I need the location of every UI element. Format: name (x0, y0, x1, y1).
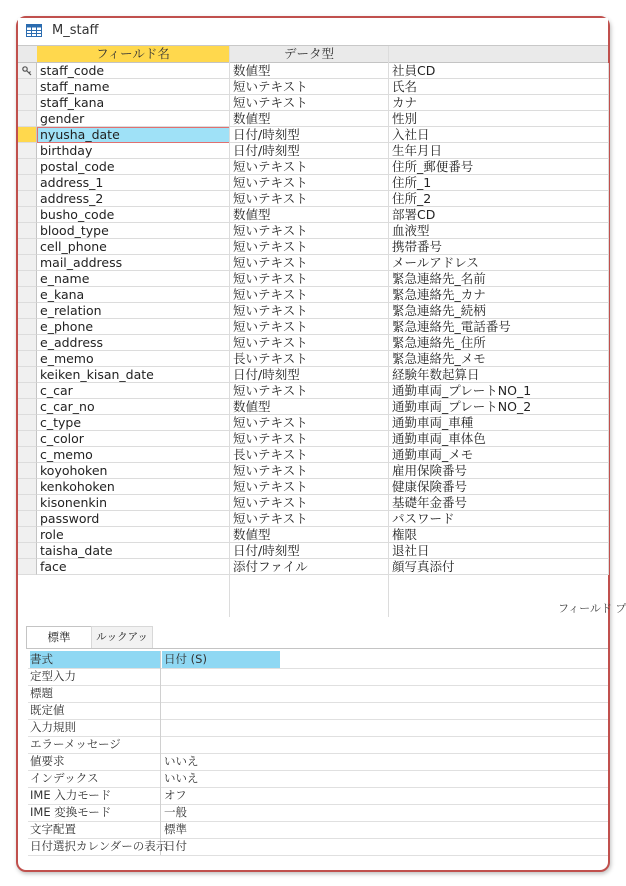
description-cell[interactable]: 携帯番号 (389, 239, 609, 255)
description-cell[interactable]: 住所_1 (389, 175, 609, 191)
field-row[interactable] (18, 319, 608, 335)
field-name-cell[interactable]: birthday (37, 143, 230, 159)
data-type-cell[interactable]: 数値型 (230, 207, 389, 223)
field-name-cell[interactable]: nyusha_date (37, 127, 230, 143)
field-row[interactable] (18, 527, 608, 543)
row-selector[interactable] (18, 63, 37, 79)
property-label: 日付選択カレンダーの表示 (30, 839, 168, 853)
column-divider (229, 46, 230, 617)
field-name-cell[interactable]: e_name (37, 271, 230, 287)
field-row[interactable] (18, 383, 608, 399)
row-selector[interactable] (18, 335, 37, 351)
description-cell[interactable]: 雇用保険番号 (389, 463, 609, 479)
field-row[interactable] (18, 399, 608, 415)
row-selector[interactable] (18, 399, 37, 415)
property-row[interactable] (28, 787, 608, 805)
property-row[interactable] (28, 702, 608, 720)
field-row[interactable] (18, 239, 608, 255)
data-type-cell[interactable]: 日付/時刻型 (230, 127, 389, 143)
data-type-cell[interactable]: 短いテキスト (230, 303, 389, 319)
data-type-cell[interactable]: 短いテキスト (230, 511, 389, 527)
row-selector[interactable] (18, 479, 37, 495)
row-selector[interactable] (18, 319, 37, 335)
data-type-cell[interactable]: 短いテキスト (230, 79, 389, 95)
property-row[interactable] (28, 770, 608, 788)
data-type-cell[interactable]: 数値型 (230, 111, 389, 127)
field-name-cell[interactable]: mail_address (37, 255, 230, 271)
description-cell[interactable]: 緊急連絡先_カナ (389, 287, 609, 303)
title-bar (18, 18, 608, 45)
field-row[interactable] (18, 479, 608, 495)
field-name-cell[interactable]: e_address (37, 335, 230, 351)
field-name-cell[interactable]: kenkohoken (37, 479, 230, 495)
field-name-cell[interactable]: blood_type (37, 223, 230, 239)
data-type-cell[interactable]: 日付/時刻型 (230, 543, 389, 559)
data-type-cell[interactable]: 短いテキスト (230, 479, 389, 495)
field-name-cell[interactable]: gender (37, 111, 230, 127)
property-label: エラーメッセージ (30, 736, 161, 753)
field-row[interactable] (18, 79, 608, 95)
description-cell[interactable]: 緊急連絡先_住所 (389, 335, 609, 351)
field-name-cell[interactable]: koyohoken (37, 463, 230, 479)
row-selector[interactable] (18, 255, 37, 271)
description-cell[interactable]: 通勤車両_メモ (389, 447, 609, 463)
data-type-cell[interactable]: 数値型 (230, 527, 389, 543)
field-row[interactable] (18, 415, 608, 431)
description-cell[interactable]: 通勤車両_プレートNO_2 (389, 399, 609, 415)
field-name-cell[interactable]: busho_code (37, 207, 230, 223)
field-row[interactable] (18, 175, 608, 191)
field-row[interactable] (18, 367, 608, 383)
description-cell[interactable]: 緊急連絡先_メモ (389, 351, 609, 367)
row-selector[interactable] (18, 127, 37, 143)
description-cell[interactable]: 部署CD (389, 207, 609, 223)
description-cell[interactable]: 経験年数起算日 (389, 367, 609, 383)
field-properties-label: フィールド プ (558, 602, 626, 615)
field-grid (18, 46, 608, 617)
field-row[interactable] (18, 559, 608, 575)
property-row[interactable] (28, 651, 608, 669)
property-row[interactable] (28, 668, 608, 686)
row-selector[interactable] (18, 143, 37, 159)
field-row[interactable] (18, 351, 608, 367)
field-name-cell[interactable]: e_relation (37, 303, 230, 319)
data-type-cell[interactable]: 短いテキスト (230, 239, 389, 255)
row-selector[interactable] (18, 303, 37, 319)
description-cell[interactable]: 権限 (389, 527, 609, 543)
field-name-cell[interactable]: password (37, 511, 230, 527)
tab-general[interactable]: 標準 (26, 626, 92, 648)
header-description[interactable] (389, 46, 608, 63)
field-row[interactable] (18, 271, 608, 287)
property-value[interactable]: いいえ (164, 771, 199, 785)
description-cell[interactable]: 社員CD (389, 63, 609, 79)
field-name-cell[interactable]: e_memo (37, 351, 230, 367)
window-title: M_staff (52, 23, 99, 38)
data-type-cell[interactable]: 短いテキスト (230, 175, 389, 191)
tab-lookup[interactable]: ルックアッ (91, 626, 153, 648)
property-label: 入力規則 (30, 719, 161, 736)
data-type-cell[interactable]: 短いテキスト (230, 383, 389, 399)
field-row[interactable] (18, 335, 608, 351)
field-row[interactable] (18, 255, 608, 271)
property-row[interactable] (28, 804, 608, 822)
row-selector[interactable] (18, 383, 37, 399)
description-cell[interactable]: メールアドレス (389, 255, 609, 271)
row-selector[interactable] (18, 415, 37, 431)
description-cell[interactable]: 退社日 (389, 543, 609, 559)
description-cell[interactable]: パスワード (389, 511, 609, 527)
row-selector[interactable] (18, 527, 37, 543)
field-row[interactable] (18, 127, 608, 143)
field-name-cell[interactable]: e_phone (37, 319, 230, 335)
primary-key-icon (22, 66, 32, 76)
description-cell[interactable]: 氏名 (389, 79, 609, 95)
property-row[interactable] (28, 753, 608, 771)
description-cell[interactable]: 健康保険番号 (389, 479, 609, 495)
row-selector[interactable] (18, 95, 37, 111)
field-name-cell[interactable]: e_kana (37, 287, 230, 303)
row-selector[interactable] (18, 463, 37, 479)
property-value[interactable]: オフ (164, 788, 187, 802)
row-selector[interactable] (18, 287, 37, 303)
row-selector[interactable] (18, 191, 37, 207)
data-type-cell[interactable]: 長いテキスト (230, 447, 389, 463)
table-icon (26, 24, 42, 37)
data-type-cell[interactable]: 日付/時刻型 (230, 143, 389, 159)
property-value[interactable]: 日付 (164, 839, 187, 853)
field-name-cell[interactable]: taisha_date (37, 543, 230, 559)
field-name-cell[interactable]: cell_phone (37, 239, 230, 255)
table-design-window (16, 16, 626, 872)
property-label: 標題 (30, 685, 161, 702)
column-divider (388, 46, 389, 617)
field-name-cell[interactable]: staff_kana (37, 95, 230, 111)
data-type-cell[interactable]: 短いテキスト (230, 463, 389, 479)
data-type-cell[interactable]: 短いテキスト (230, 223, 389, 239)
description-cell[interactable]: 通勤車両_プレートNO_1 (389, 383, 609, 399)
field-name-cell[interactable]: postal_code (37, 159, 230, 175)
data-type-cell[interactable]: 短いテキスト (230, 255, 389, 271)
field-row[interactable] (18, 495, 608, 511)
description-cell[interactable]: 基礎年金番号 (389, 495, 609, 511)
field-row[interactable] (18, 191, 608, 207)
row-selector[interactable] (18, 79, 37, 95)
description-cell[interactable]: 通勤車両_車種 (389, 415, 609, 431)
field-name-cell[interactable]: keiken_kisan_date (37, 367, 230, 383)
field-row[interactable] (18, 431, 608, 447)
description-cell[interactable]: 通勤車両_車体色 (389, 431, 609, 447)
field-name-cell[interactable]: staff_code (37, 63, 230, 79)
property-label: IME 入力モード (30, 787, 161, 804)
data-type-cell[interactable]: 短いテキスト (230, 335, 389, 351)
field-name-cell[interactable]: role (37, 527, 230, 543)
property-row[interactable] (28, 685, 608, 703)
description-cell[interactable]: 緊急連絡先_名前 (389, 271, 609, 287)
data-type-cell[interactable]: 短いテキスト (230, 431, 389, 447)
description-cell[interactable]: カナ (389, 95, 609, 111)
data-type-cell[interactable]: 短いテキスト (230, 495, 389, 511)
data-type-cell[interactable]: 短いテキスト (230, 271, 389, 287)
data-type-cell[interactable]: 数値型 (230, 399, 389, 415)
field-name-cell[interactable]: c_car (37, 383, 230, 399)
row-selector[interactable] (18, 271, 37, 287)
field-row[interactable] (18, 63, 608, 79)
row-selector[interactable] (18, 431, 37, 447)
row-selector[interactable] (18, 367, 37, 383)
field-name-cell[interactable]: address_1 (37, 175, 230, 191)
description-cell[interactable]: 緊急連絡先_続柄 (389, 303, 609, 319)
row-selector[interactable] (18, 559, 37, 575)
row-selector[interactable] (18, 543, 37, 559)
field-row[interactable] (18, 223, 608, 239)
field-row[interactable] (18, 303, 608, 319)
header-field-name[interactable]: フィールド名 (37, 46, 229, 63)
description-cell[interactable]: 入社日 (389, 127, 609, 143)
description-cell[interactable]: 顔写真添付 (389, 559, 609, 575)
property-row[interactable] (28, 821, 608, 839)
property-value[interactable]: いいえ (164, 754, 199, 768)
row-selector[interactable] (18, 207, 37, 223)
row-selector[interactable] (18, 223, 37, 239)
header-data-type[interactable]: データ型 (230, 46, 388, 63)
data-type-cell[interactable]: 短いテキスト (230, 319, 389, 335)
data-type-cell[interactable]: 数値型 (230, 63, 389, 79)
field-row[interactable] (18, 143, 608, 159)
data-type-cell[interactable]: 短いテキスト (230, 287, 389, 303)
row-selector[interactable] (18, 447, 37, 463)
data-type-cell[interactable]: 短いテキスト (230, 95, 389, 111)
property-label: インデックス (30, 770, 161, 787)
row-selector[interactable] (18, 175, 37, 191)
description-cell[interactable]: 血液型 (389, 223, 609, 239)
field-row[interactable] (18, 543, 608, 559)
data-type-cell[interactable]: 短いテキスト (230, 191, 389, 207)
property-value[interactable]: 標準 (164, 822, 187, 836)
row-selector[interactable] (18, 239, 37, 255)
row-selector[interactable] (18, 495, 37, 511)
description-cell[interactable]: 緊急連絡先_電話番号 (389, 319, 609, 335)
property-row[interactable] (28, 736, 608, 754)
property-label: 文字配置 (30, 821, 161, 838)
field-row[interactable] (18, 511, 608, 527)
property-value[interactable]: 日付 (S) (162, 651, 280, 668)
property-label: 値要求 (30, 753, 161, 770)
data-type-cell[interactable]: 長いテキスト (230, 351, 389, 367)
data-type-cell[interactable]: 短いテキスト (230, 159, 389, 175)
row-selector-header (18, 46, 37, 63)
description-cell[interactable]: 住所_2 (389, 191, 609, 207)
description-cell[interactable]: 住所_郵便番号 (389, 159, 609, 175)
field-row[interactable] (18, 207, 608, 223)
field-name-cell[interactable]: kisonenkin (37, 495, 230, 511)
field-row[interactable] (18, 447, 608, 463)
field-name-cell[interactable]: face (37, 559, 230, 575)
field-row[interactable] (18, 463, 608, 479)
row-selector[interactable] (18, 511, 37, 527)
property-value[interactable]: 一般 (164, 805, 187, 819)
field-name-cell[interactable]: c_memo (37, 447, 230, 463)
description-cell[interactable]: 生年月日 (389, 143, 609, 159)
field-name-cell[interactable]: c_color (37, 431, 230, 447)
row-selector[interactable] (18, 351, 37, 367)
row-selector[interactable] (18, 159, 37, 175)
field-name-cell[interactable]: c_type (37, 415, 230, 431)
tab-divider (26, 648, 608, 649)
data-type-cell[interactable]: 添付ファイル (230, 559, 389, 575)
property-label: 書式 (30, 651, 161, 668)
property-label: 既定値 (30, 702, 161, 719)
field-name-cell[interactable]: c_car_no (37, 399, 230, 415)
row-selector[interactable] (18, 111, 37, 127)
field-row[interactable] (18, 287, 608, 303)
property-row[interactable] (28, 719, 608, 737)
property-row[interactable] (28, 838, 608, 856)
field-name-cell[interactable]: address_2 (37, 191, 230, 207)
property-label: IME 変換モード (30, 804, 161, 821)
field-row[interactable] (18, 95, 608, 111)
field-name-cell[interactable]: staff_name (37, 79, 230, 95)
field-row[interactable] (18, 111, 608, 127)
field-row[interactable] (18, 159, 608, 175)
description-cell[interactable]: 性別 (389, 111, 609, 127)
property-label: 定型入力 (30, 668, 161, 685)
data-type-cell[interactable]: 日付/時刻型 (230, 367, 389, 383)
data-type-cell[interactable]: 短いテキスト (230, 415, 389, 431)
